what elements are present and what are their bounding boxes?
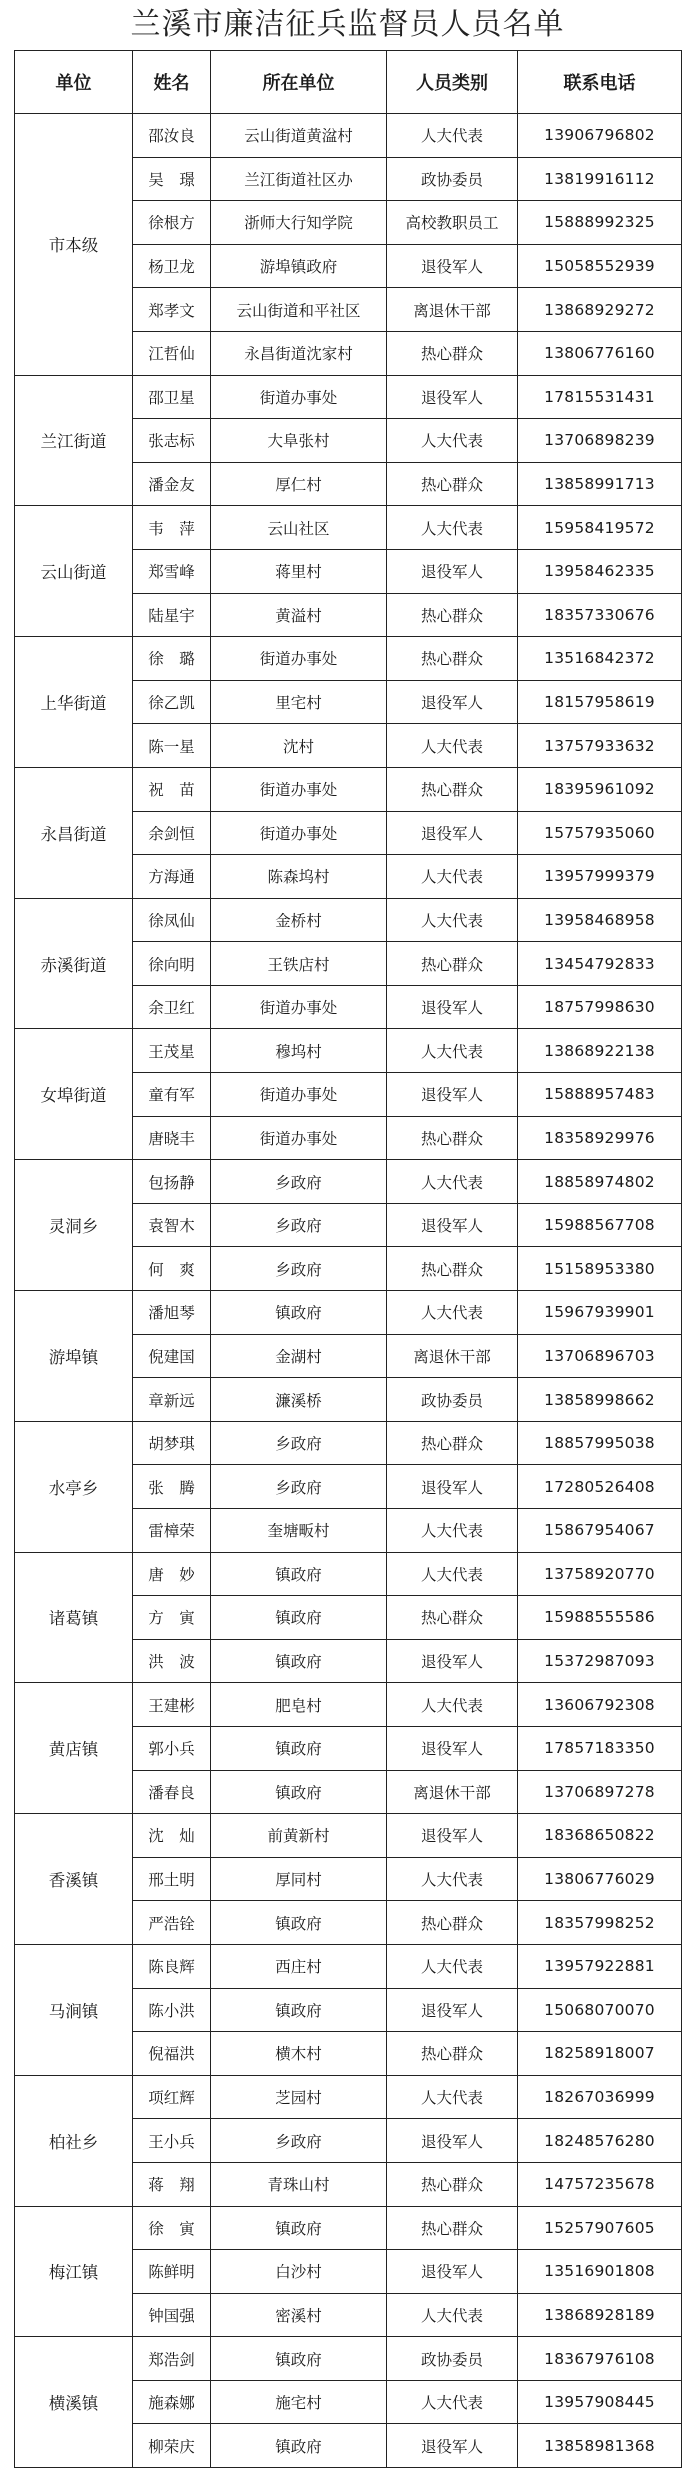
phone-cell: 18267036999 bbox=[518, 2075, 682, 2119]
phone-cell: 18357330676 bbox=[518, 593, 682, 637]
person-name-cell: 严浩铨 bbox=[133, 1901, 211, 1945]
phone-cell: 13858998662 bbox=[518, 1378, 682, 1422]
unit-cell: 灵洞乡 bbox=[15, 1160, 133, 1291]
table-row bbox=[15, 2206, 682, 2250]
workplace-cell: 永昌街道沈家村 bbox=[211, 331, 387, 375]
person-name-cell: 郭小兵 bbox=[133, 1726, 211, 1770]
workplace-cell: 镇政府 bbox=[211, 2424, 387, 2468]
category-cell: 人大代表 bbox=[387, 1683, 518, 1727]
person-name-cell: 邵汝良 bbox=[133, 114, 211, 158]
table-row bbox=[15, 898, 682, 942]
category-cell: 热心群众 bbox=[387, 2032, 518, 2076]
person-name-cell: 钟国强 bbox=[133, 2293, 211, 2337]
workplace-cell: 陈森坞村 bbox=[211, 855, 387, 899]
table-row bbox=[15, 1944, 682, 1988]
person-name-cell: 蒋 翔 bbox=[133, 2162, 211, 2206]
workplace-cell: 蒋里村 bbox=[211, 549, 387, 593]
table-row bbox=[15, 1814, 682, 1858]
phone-cell: 13957999379 bbox=[518, 855, 682, 899]
category-cell: 退役军人 bbox=[387, 1203, 518, 1247]
workplace-cell: 镇政府 bbox=[211, 1552, 387, 1596]
phone-cell: 13606792308 bbox=[518, 1683, 682, 1727]
workplace-cell: 镇政府 bbox=[211, 1726, 387, 1770]
workplace-cell: 乡政府 bbox=[211, 1203, 387, 1247]
phone-cell: 13706897278 bbox=[518, 1770, 682, 1814]
phone-cell: 13906796802 bbox=[518, 114, 682, 158]
workplace-cell: 乡政府 bbox=[211, 1247, 387, 1291]
person-name-cell: 邢土明 bbox=[133, 1857, 211, 1901]
workplace-cell: 乡政府 bbox=[211, 1421, 387, 1465]
category-cell: 退役军人 bbox=[387, 2119, 518, 2163]
person-name-cell: 江哲仙 bbox=[133, 331, 211, 375]
category-cell: 人大代表 bbox=[387, 724, 518, 768]
person-name-cell: 胡梦琪 bbox=[133, 1421, 211, 1465]
workplace-cell: 厚仁村 bbox=[211, 462, 387, 506]
workplace-cell: 街道办事处 bbox=[211, 1073, 387, 1117]
category-cell: 人大代表 bbox=[387, 1160, 518, 1204]
person-name-cell: 陈良辉 bbox=[133, 1944, 211, 1988]
category-cell: 离退休干部 bbox=[387, 1334, 518, 1378]
unit-cell: 横溪镇 bbox=[15, 2337, 133, 2468]
person-name-cell: 陈小洪 bbox=[133, 1988, 211, 2032]
category-cell: 退役军人 bbox=[387, 2424, 518, 2468]
phone-cell: 13957908445 bbox=[518, 2380, 682, 2424]
category-cell: 人大代表 bbox=[387, 419, 518, 463]
phone-cell: 13806776160 bbox=[518, 331, 682, 375]
phone-cell: 13957922881 bbox=[518, 1944, 682, 1988]
category-cell: 热心群众 bbox=[387, 1596, 518, 1640]
person-name-cell: 陈鲜明 bbox=[133, 2250, 211, 2294]
person-name-cell: 余卫红 bbox=[133, 985, 211, 1029]
workplace-cell: 街道办事处 bbox=[211, 375, 387, 419]
workplace-cell: 游埠镇政府 bbox=[211, 244, 387, 288]
person-name-cell: 何 爽 bbox=[133, 1247, 211, 1291]
category-cell: 热心群众 bbox=[387, 2206, 518, 2250]
phone-cell: 15257907605 bbox=[518, 2206, 682, 2250]
category-cell: 退役军人 bbox=[387, 985, 518, 1029]
category-cell: 热心群众 bbox=[387, 593, 518, 637]
workplace-cell: 厚同村 bbox=[211, 1857, 387, 1901]
category-cell: 热心群众 bbox=[387, 462, 518, 506]
category-cell: 退役军人 bbox=[387, 549, 518, 593]
workplace-cell: 金桥村 bbox=[211, 898, 387, 942]
phone-cell: 18157958619 bbox=[518, 680, 682, 724]
workplace-cell: 青珠山村 bbox=[211, 2162, 387, 2206]
phone-cell: 13706896703 bbox=[518, 1334, 682, 1378]
phone-cell: 15058552939 bbox=[518, 244, 682, 288]
phone-cell: 18357998252 bbox=[518, 1901, 682, 1945]
unit-cell: 马涧镇 bbox=[15, 1944, 133, 2075]
header-category: 人员类别 bbox=[387, 51, 518, 114]
phone-cell: 15988567708 bbox=[518, 1203, 682, 1247]
table-row bbox=[15, 2075, 682, 2119]
workplace-cell: 密溪村 bbox=[211, 2293, 387, 2337]
workplace-cell: 云山街道和平社区 bbox=[211, 288, 387, 332]
workplace-cell: 镇政府 bbox=[211, 1901, 387, 1945]
phone-cell: 13868922138 bbox=[518, 1029, 682, 1073]
category-cell: 热心群众 bbox=[387, 1421, 518, 1465]
category-cell: 人大代表 bbox=[387, 1291, 518, 1335]
person-name-cell: 陆星宇 bbox=[133, 593, 211, 637]
person-name-cell: 徐凤仙 bbox=[133, 898, 211, 942]
table-row bbox=[15, 1683, 682, 1727]
unit-cell: 永昌街道 bbox=[15, 767, 133, 898]
category-cell: 政协委员 bbox=[387, 157, 518, 201]
person-name-cell: 吴 璟 bbox=[133, 157, 211, 201]
unit-cell: 游埠镇 bbox=[15, 1291, 133, 1422]
workplace-cell: 镇政府 bbox=[211, 1988, 387, 2032]
category-cell: 政协委员 bbox=[387, 1378, 518, 1422]
category-cell: 退役军人 bbox=[387, 1814, 518, 1858]
category-cell: 离退休干部 bbox=[387, 288, 518, 332]
category-cell: 人大代表 bbox=[387, 1857, 518, 1901]
phone-cell: 13868928189 bbox=[518, 2293, 682, 2337]
workplace-cell: 濂溪桥 bbox=[211, 1378, 387, 1422]
workplace-cell: 里宅村 bbox=[211, 680, 387, 724]
unit-cell: 黄店镇 bbox=[15, 1683, 133, 1814]
phone-cell: 17280526408 bbox=[518, 1465, 682, 1509]
phone-cell: 15158953380 bbox=[518, 1247, 682, 1291]
person-name-cell: 余剑恒 bbox=[133, 811, 211, 855]
category-cell: 热心群众 bbox=[387, 331, 518, 375]
phone-cell: 18757998630 bbox=[518, 985, 682, 1029]
category-cell: 人大代表 bbox=[387, 2075, 518, 2119]
unit-cell: 赤溪街道 bbox=[15, 898, 133, 1029]
phone-cell: 14757235678 bbox=[518, 2162, 682, 2206]
workplace-cell: 施宅村 bbox=[211, 2380, 387, 2424]
workplace-cell: 奎塘畈村 bbox=[211, 1509, 387, 1553]
phone-cell: 18358929976 bbox=[518, 1116, 682, 1160]
workplace-cell: 兰江街道社区办 bbox=[211, 157, 387, 201]
person-name-cell: 郑浩剑 bbox=[133, 2337, 211, 2381]
unit-cell: 诸葛镇 bbox=[15, 1552, 133, 1683]
person-name-cell: 沈 灿 bbox=[133, 1814, 211, 1858]
category-cell: 退役军人 bbox=[387, 1639, 518, 1683]
person-name-cell: 徐 寅 bbox=[133, 2206, 211, 2250]
unit-cell: 兰江街道 bbox=[15, 375, 133, 506]
workplace-cell: 乡政府 bbox=[211, 2119, 387, 2163]
workplace-cell: 金湖村 bbox=[211, 1334, 387, 1378]
table-row bbox=[15, 767, 682, 811]
workplace-cell: 镇政府 bbox=[211, 1770, 387, 1814]
workplace-cell: 镇政府 bbox=[211, 1639, 387, 1683]
workplace-cell: 大阜张村 bbox=[211, 419, 387, 463]
category-cell: 退役军人 bbox=[387, 244, 518, 288]
workplace-cell: 街道办事处 bbox=[211, 637, 387, 681]
person-name-cell: 潘旭琴 bbox=[133, 1291, 211, 1335]
person-name-cell: 唐晓丰 bbox=[133, 1116, 211, 1160]
header-name: 姓名 bbox=[133, 51, 211, 114]
phone-cell: 13454792833 bbox=[518, 942, 682, 986]
unit-cell: 市本级 bbox=[15, 114, 133, 376]
category-cell: 离退休干部 bbox=[387, 1770, 518, 1814]
workplace-cell: 穆坞村 bbox=[211, 1029, 387, 1073]
workplace-cell: 街道办事处 bbox=[211, 1116, 387, 1160]
table-row bbox=[15, 375, 682, 419]
workplace-cell: 肥皂村 bbox=[211, 1683, 387, 1727]
phone-cell: 13757933632 bbox=[518, 724, 682, 768]
workplace-cell: 乡政府 bbox=[211, 1160, 387, 1204]
unit-cell: 女埠街道 bbox=[15, 1029, 133, 1160]
phone-cell: 13958462335 bbox=[518, 549, 682, 593]
workplace-cell: 云山社区 bbox=[211, 506, 387, 550]
category-cell: 热心群众 bbox=[387, 942, 518, 986]
person-name-cell: 袁智木 bbox=[133, 1203, 211, 1247]
person-name-cell: 郑雪峰 bbox=[133, 549, 211, 593]
phone-cell: 18395961092 bbox=[518, 767, 682, 811]
category-cell: 退役军人 bbox=[387, 2250, 518, 2294]
person-name-cell: 潘金友 bbox=[133, 462, 211, 506]
category-cell: 退役军人 bbox=[387, 1465, 518, 1509]
person-name-cell: 祝 苗 bbox=[133, 767, 211, 811]
category-cell: 人大代表 bbox=[387, 898, 518, 942]
workplace-cell: 镇政府 bbox=[211, 1596, 387, 1640]
person-name-cell: 陈一星 bbox=[133, 724, 211, 768]
phone-cell: 13516901808 bbox=[518, 2250, 682, 2294]
phone-cell: 15988555586 bbox=[518, 1596, 682, 1640]
supervisor-table bbox=[14, 50, 682, 2468]
phone-cell: 15867954067 bbox=[518, 1509, 682, 1553]
category-cell: 退役军人 bbox=[387, 375, 518, 419]
category-cell: 热心群众 bbox=[387, 2162, 518, 2206]
phone-cell: 13758920770 bbox=[518, 1552, 682, 1596]
phone-cell: 18857995038 bbox=[518, 1421, 682, 1465]
category-cell: 人大代表 bbox=[387, 506, 518, 550]
table-row bbox=[15, 1421, 682, 1465]
phone-cell: 18367976108 bbox=[518, 2337, 682, 2381]
table-row bbox=[15, 1291, 682, 1335]
phone-cell: 13516842372 bbox=[518, 637, 682, 681]
person-name-cell: 方 寅 bbox=[133, 1596, 211, 1640]
category-cell: 热心群众 bbox=[387, 1116, 518, 1160]
workplace-cell: 街道办事处 bbox=[211, 811, 387, 855]
table-body bbox=[15, 114, 682, 2468]
header-unit: 单位 bbox=[15, 51, 133, 114]
phone-cell: 17815531431 bbox=[518, 375, 682, 419]
phone-cell: 13868929272 bbox=[518, 288, 682, 332]
person-name-cell: 洪 波 bbox=[133, 1639, 211, 1683]
unit-cell: 柏社乡 bbox=[15, 2075, 133, 2206]
workplace-cell: 云山街道黄湓村 bbox=[211, 114, 387, 158]
person-name-cell: 方海通 bbox=[133, 855, 211, 899]
workplace-cell: 镇政府 bbox=[211, 2206, 387, 2250]
table-row bbox=[15, 114, 682, 158]
phone-cell: 15068070070 bbox=[518, 1988, 682, 2032]
category-cell: 人大代表 bbox=[387, 1029, 518, 1073]
person-name-cell: 韦 萍 bbox=[133, 506, 211, 550]
person-name-cell: 王建彬 bbox=[133, 1683, 211, 1727]
page-title: 兰溪市廉洁征兵监督员人员名单 bbox=[130, 7, 565, 42]
person-name-cell: 雷樟荣 bbox=[133, 1509, 211, 1553]
category-cell: 退役军人 bbox=[387, 1988, 518, 2032]
workplace-cell: 镇政府 bbox=[211, 2337, 387, 2381]
phone-cell: 13958468958 bbox=[518, 898, 682, 942]
workplace-cell: 芝园村 bbox=[211, 2075, 387, 2119]
person-name-cell: 郑孝文 bbox=[133, 288, 211, 332]
workplace-cell: 街道办事处 bbox=[211, 767, 387, 811]
category-cell: 退役军人 bbox=[387, 811, 518, 855]
workplace-cell: 浙师大行知学院 bbox=[211, 201, 387, 245]
person-name-cell: 章新远 bbox=[133, 1378, 211, 1422]
category-cell: 人大代表 bbox=[387, 2293, 518, 2337]
table-row bbox=[15, 1160, 682, 1204]
category-cell: 退役军人 bbox=[387, 680, 518, 724]
unit-cell: 梅江镇 bbox=[15, 2206, 133, 2337]
category-cell: 热心群众 bbox=[387, 1247, 518, 1291]
phone-cell: 15967939901 bbox=[518, 1291, 682, 1335]
phone-cell: 18258918007 bbox=[518, 2032, 682, 2076]
workplace-cell: 乡政府 bbox=[211, 1465, 387, 1509]
phone-cell: 18368650822 bbox=[518, 1814, 682, 1858]
phone-cell: 18858974802 bbox=[518, 1160, 682, 1204]
table-row bbox=[15, 637, 682, 681]
table-row bbox=[15, 2337, 682, 2381]
unit-cell: 云山街道 bbox=[15, 506, 133, 637]
person-name-cell: 张 腾 bbox=[133, 1465, 211, 1509]
phone-cell: 15757935060 bbox=[518, 811, 682, 855]
person-name-cell: 徐乙凯 bbox=[133, 680, 211, 724]
person-name-cell: 邵卫星 bbox=[133, 375, 211, 419]
category-cell: 退役军人 bbox=[387, 1726, 518, 1770]
person-name-cell: 徐向明 bbox=[133, 942, 211, 986]
person-name-cell: 童有军 bbox=[133, 1073, 211, 1117]
workplace-cell: 镇政府 bbox=[211, 1291, 387, 1335]
workplace-cell: 街道办事处 bbox=[211, 985, 387, 1029]
workplace-cell: 横木村 bbox=[211, 2032, 387, 2076]
category-cell: 人大代表 bbox=[387, 1944, 518, 1988]
phone-cell: 13706898239 bbox=[518, 419, 682, 463]
unit-cell: 水亭乡 bbox=[15, 1421, 133, 1552]
person-name-cell: 王小兵 bbox=[133, 2119, 211, 2163]
table-row bbox=[15, 1552, 682, 1596]
unit-cell: 香溪镇 bbox=[15, 1814, 133, 1945]
phone-cell: 15888992325 bbox=[518, 201, 682, 245]
workplace-cell: 黄溢村 bbox=[211, 593, 387, 637]
unit-cell: 上华街道 bbox=[15, 637, 133, 768]
phone-cell: 15372987093 bbox=[518, 1639, 682, 1683]
category-cell: 人大代表 bbox=[387, 855, 518, 899]
person-name-cell: 包扬静 bbox=[133, 1160, 211, 1204]
workplace-cell: 前黄新村 bbox=[211, 1814, 387, 1858]
person-name-cell: 倪福洪 bbox=[133, 2032, 211, 2076]
header-row bbox=[15, 51, 682, 114]
phone-cell: 18248576280 bbox=[518, 2119, 682, 2163]
workplace-cell: 王铁店村 bbox=[211, 942, 387, 986]
category-cell: 人大代表 bbox=[387, 2380, 518, 2424]
person-name-cell: 柳荣庆 bbox=[133, 2424, 211, 2468]
phone-cell: 13806776029 bbox=[518, 1857, 682, 1901]
category-cell: 高校教职员工 bbox=[387, 201, 518, 245]
person-name-cell: 徐根方 bbox=[133, 201, 211, 245]
person-name-cell: 杨卫龙 bbox=[133, 244, 211, 288]
phone-cell: 15958419572 bbox=[518, 506, 682, 550]
header-workplace: 所在单位 bbox=[211, 51, 387, 114]
phone-cell: 13858981368 bbox=[518, 2424, 682, 2468]
workplace-cell: 白沙村 bbox=[211, 2250, 387, 2294]
category-cell: 人大代表 bbox=[387, 114, 518, 158]
table-row bbox=[15, 506, 682, 550]
header-phone: 联系电话 bbox=[518, 51, 682, 114]
workplace-cell: 西庄村 bbox=[211, 1944, 387, 1988]
person-name-cell: 徐 璐 bbox=[133, 637, 211, 681]
category-cell: 热心群众 bbox=[387, 767, 518, 811]
category-cell: 人大代表 bbox=[387, 1552, 518, 1596]
person-name-cell: 倪建国 bbox=[133, 1334, 211, 1378]
table-row bbox=[15, 1029, 682, 1073]
phone-cell: 13819916112 bbox=[518, 157, 682, 201]
category-cell: 热心群众 bbox=[387, 1901, 518, 1945]
category-cell: 人大代表 bbox=[387, 1509, 518, 1553]
person-name-cell: 唐 妙 bbox=[133, 1552, 211, 1596]
workplace-cell: 沈村 bbox=[211, 724, 387, 768]
category-cell: 热心群众 bbox=[387, 637, 518, 681]
person-name-cell: 潘春良 bbox=[133, 1770, 211, 1814]
phone-cell: 17857183350 bbox=[518, 1726, 682, 1770]
phone-cell: 15888957483 bbox=[518, 1073, 682, 1117]
category-cell: 政协委员 bbox=[387, 2337, 518, 2381]
person-name-cell: 项红辉 bbox=[133, 2075, 211, 2119]
category-cell: 退役军人 bbox=[387, 1073, 518, 1117]
phone-cell: 13858991713 bbox=[518, 462, 682, 506]
person-name-cell: 王茂星 bbox=[133, 1029, 211, 1073]
person-name-cell: 张志标 bbox=[133, 419, 211, 463]
person-name-cell: 施森娜 bbox=[133, 2380, 211, 2424]
